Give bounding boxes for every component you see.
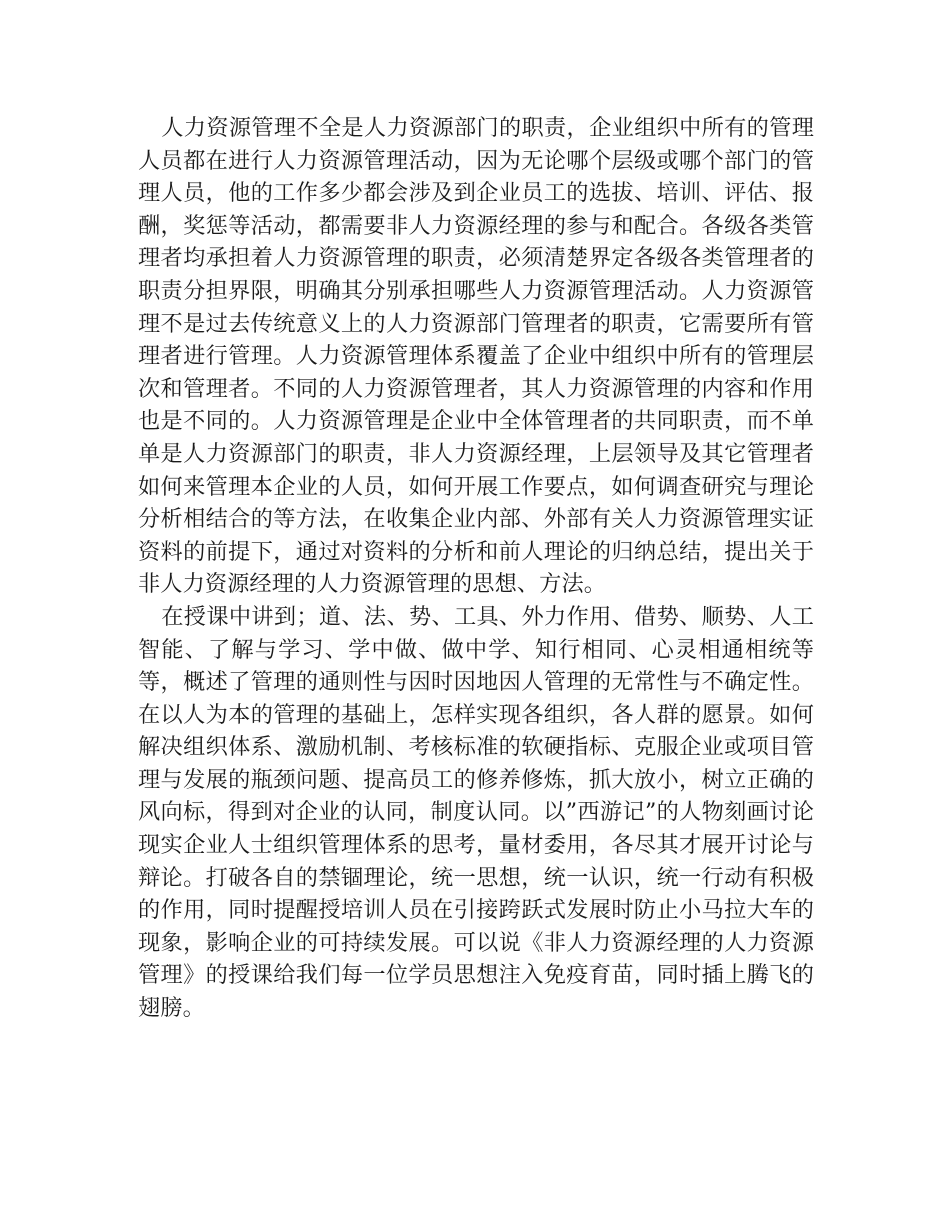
paragraph-2: 在授课中讲到；道、法、势、工具、外力作用、借势、顺势、人工智能、了解与学习、学中做、做中学、知行相同、心灵相通相统等等，概述了管理的通则性与因时因地因人管理的无常性与不确定性。在以人为本的管理的基础上，怎样实现各组织，各人群的愿景。如何解决组织体系、激励机制、考核标准的软硬指标、克服企业或项目管理与发展的瓶颈问题、提高员工的修养修炼，抓大放小，树立正确的风向标，得到对企业的认同，制度认同。以”西游记”的人物刻画讨论现实企业人士组织管理体系的思考，量材委用，各尽其才展开讨论与辩论。打破各自的禁锢理论，统一思想，统一认识，统一行动有积极的作用，同时提醒授培训人员在引接跨跃式发展时防止小马拉大车的现象，影响企业的可持续发展。可以说《非人力资源经理的人力资源管理》的授课给我们每一位学员思想注入免疫育苗，同时插上腾飞的翅膀。 (138, 603, 814, 1022)
paragraph-1: 人力资源管理不全是人力资源部门的职责，企业组织中所有的管理人员都在进行人力资源管理活动，因为无论哪个层级或哪个部门的管理人员，他的工作多少都会涉及到企业员工的选拔、培训、评估、报酬，奖惩等活动，都需要非人力资源经理的参与和配合。各级各类管理者均承担着人力资源管理的职责，必须清楚界定各级各类管理者的职责分担界限，明确其分别承担哪些人力资源管理活动。人力资源管理不是过去传统意义上的人力资源部门管理者的职责，它需要所有管理者进行管理。人力资源管理体系覆盖了企业中组织中所有的管理层次和管理者。不同的人力资源管理者，其人力资源管理的内容和作用也是不同的。人力资源管理是企业中全体管理者的共同职责，而不单单是人力资源部门的职责，非人力资源经理，上层领导及其它管理者如何来管理本企业的人员，如何开展工作要点，如何调查研究与理论分析相结合的等方法，在收集企业内部、外部有关人力资源管理实证资料的前提下，通过对资料的分析和前人理论的归纳总结，提出关于非人力资源经理的人力资源管理的思想、方法。 (138, 115, 814, 598)
document-body (138, 112, 814, 1025)
